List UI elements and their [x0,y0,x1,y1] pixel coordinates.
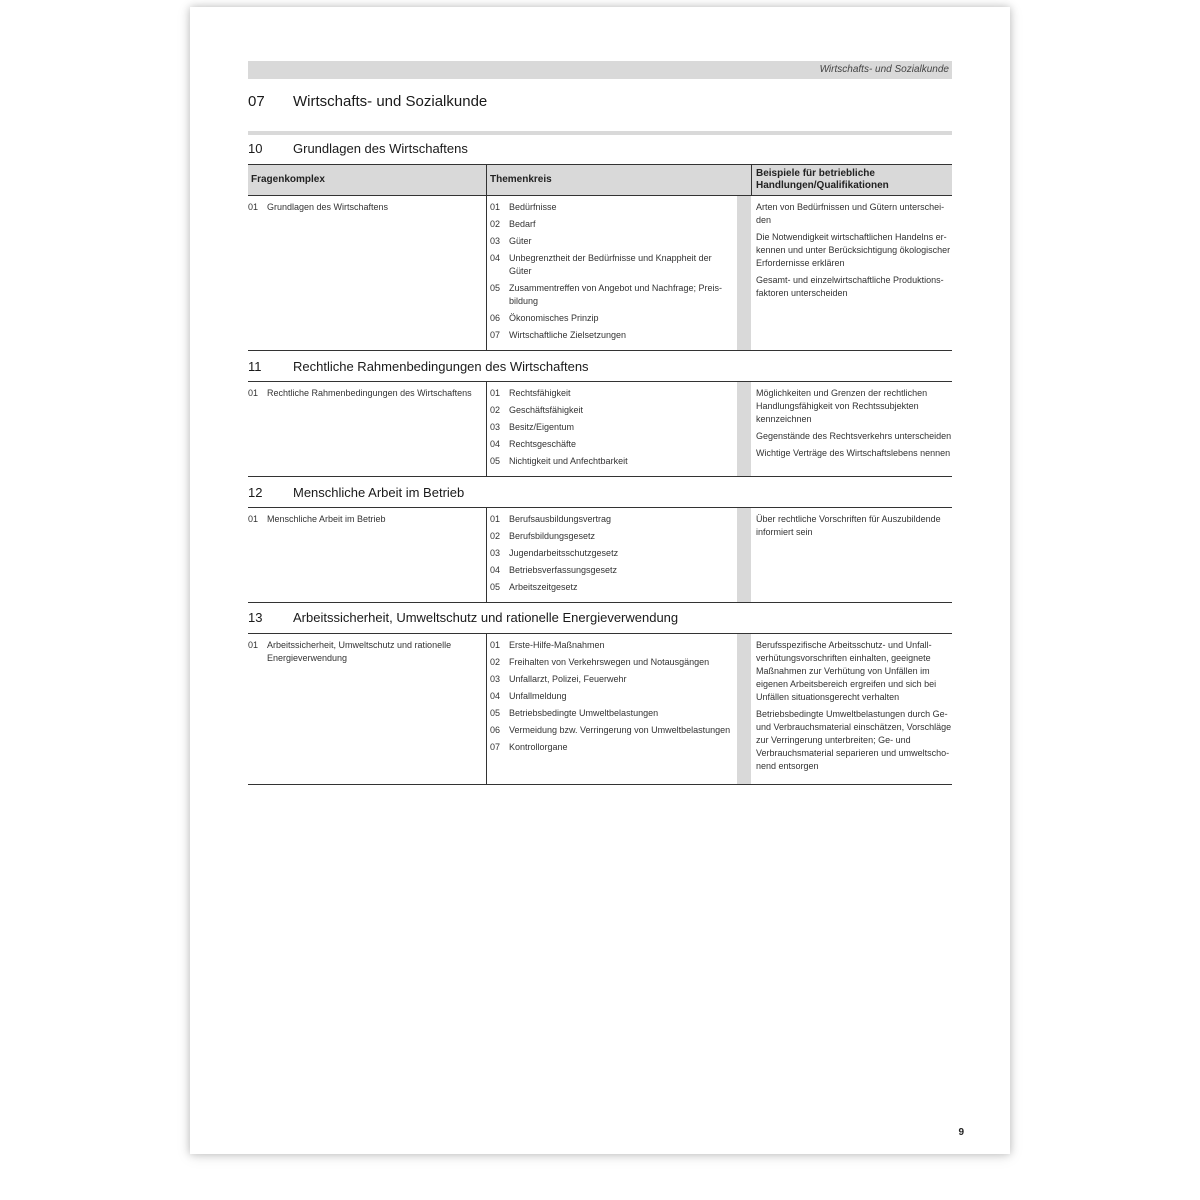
topic-number: 06 [490,313,501,323]
beispiele-cell [756,387,952,464]
table-rule [248,602,952,603]
example-text: Wichtige Verträge des Wirtschaftslebens nennen [756,448,951,458]
column-divider [486,633,487,784]
topic-text: Besitz/Eigentum [509,422,575,432]
complex-number: 01 [248,640,259,650]
topic-number: 02 [490,657,501,667]
fragenkomplex-cell [248,513,483,530]
section-heading [248,141,952,156]
topic-item [490,282,734,308]
topic-text: Rechtsfähigkeit [509,388,571,398]
section-number: 13 [248,610,263,625]
topic-item [490,673,734,686]
table-rule [248,507,952,508]
topic-item [490,639,734,652]
topic-item [490,530,734,543]
header-beispiele-line2: Handlungen/Qualifikationen [756,180,889,191]
topic-item [490,438,734,451]
topic-text: Betriebsbedingte Umweltbelastungen [509,708,659,718]
table-rule [248,633,952,634]
column-divider [486,381,487,476]
example-text: Arten von Bedürfnissen und Gütern unterscheiden [756,202,945,225]
topic-number: 04 [490,253,501,263]
topic-text: Berufsausbildungsvertrag [509,514,612,524]
topic-number: 03 [490,236,501,246]
example-text: Berufsspezifische Arbeitsschutz- und Unfallverhütungsvorschriften einhalten, geeignete Maßnahmen zur Verhütung von Unfällen im eigenen Arbeitsbereich ergreifen und sich bei Unfällen situationsgerecht verhalten [756,640,937,702]
column-divider [751,164,752,195]
fragenkomplex-cell [248,201,483,218]
topic-text: Wirtschaftliche Zielsetzungen [509,330,627,340]
topic-text: Ökonomisches Prinzip [509,313,599,323]
section-number: 10 [248,141,263,156]
table-rule [248,350,952,351]
topic-item [490,656,734,669]
complex-number: 01 [248,202,259,212]
topic-number: 05 [490,283,501,293]
topic-text: Bedarf [509,219,536,229]
themenkreis-cell [490,513,734,598]
shaded-column-bar [737,196,751,350]
section-heading [248,485,952,500]
example-text: Die Notwendigkeit wirtschaftlichen Handelns erkennen und unter Berücksichtigung ökologischer Erfordernisse erklären [756,232,951,268]
complex-number: 01 [248,514,259,524]
themenkreis-cell [490,201,734,346]
complex-number: 01 [248,388,259,398]
header-themenkreis: Themenkreis [490,174,552,185]
topic-text: Jugendarbeitsschutzgesetz [509,548,619,558]
topic-item [490,724,734,737]
complex-text: Menschliche Arbeit im Betrieb [267,514,386,524]
topic-number: 04 [490,565,501,575]
beispiele-cell [756,201,952,304]
complex-text: Grundlagen des Wirtschaftens [267,202,389,212]
topic-number: 02 [490,531,501,541]
topic-number: 07 [490,330,501,340]
topic-number: 06 [490,725,501,735]
section-title: Grundlagen des Wirtschaftens [293,141,468,156]
table-rule [248,164,952,165]
topic-number: 02 [490,219,501,229]
chapter-heading [248,93,952,110]
table-rule [248,195,952,196]
topic-text: Arbeitszeitgesetz [509,582,578,592]
themenkreis-cell [490,387,734,472]
topic-number: 04 [490,439,501,449]
topic-text: Freihalten von Verkehrswegen und Notausgängen [509,657,710,667]
topic-number: 07 [490,742,501,752]
header-beispiele [756,168,889,192]
section-title: Menschliche Arbeit im Betrieb [293,485,465,500]
topic-item [490,564,734,577]
table-rule [248,784,952,785]
topic-number: 01 [490,202,501,212]
topic-item [490,235,734,248]
topic-number: 01 [490,514,501,524]
section-number: 11 [248,359,262,374]
fragenkomplex-cell [248,387,483,404]
header-fragenkomplex: Fragenkomplex [251,174,325,185]
section-heading [248,610,952,625]
topic-text: Rechtsgeschäfte [509,439,577,449]
beispiele-cell [756,639,952,777]
topic-number: 03 [490,422,501,432]
table-rule [248,476,952,477]
topic-item [490,690,734,703]
topic-text: Vermeidung bzw. Verringerung von Umweltbelastungen [509,725,731,735]
chapter-number: 07 [248,93,265,110]
topic-text: Nichtigkeit und Anfechtbarkeit [509,456,628,466]
topic-item [490,329,734,342]
topic-text: Bedürfnisse [509,202,557,212]
topic-item [490,513,734,526]
topic-number: 05 [490,708,501,718]
topic-text: Betriebsverfassungsgesetz [509,565,618,575]
themenkreis-cell [490,639,734,758]
example-text: Gegenstände des Rechtsverkehrs unterscheiden [756,431,952,441]
shaded-column-bar [737,634,751,784]
section-title: Rechtliche Rahmenbedingungen des Wirtschaftens [293,359,589,374]
chapter-rule [248,131,952,135]
topic-item [490,218,734,231]
topic-text: Unfallarzt, Polizei, Feuerwehr [509,674,627,684]
topic-text: Geschäftsfähigkeit [509,405,584,415]
column-divider [486,507,487,602]
shaded-column-bar [737,508,751,602]
topic-item [490,581,734,594]
topic-number: 04 [490,691,501,701]
topic-item [490,201,734,214]
topic-text: Berufsbildungsgesetz [509,531,596,541]
section-title: Arbeitssicherheit, Umweltschutz und rationelle Energieverwendung [293,610,679,625]
topic-item [490,421,734,434]
column-divider [486,164,487,350]
section-heading [248,359,952,374]
topic-number: 05 [490,582,501,592]
topic-number: 02 [490,405,501,415]
topic-number: 01 [490,640,501,650]
table-rule [248,381,952,382]
topic-item [490,707,734,720]
fragenkomplex-cell [248,639,483,669]
complex-text: Rechtliche Rahmenbedingungen des Wirtschaftens [267,388,472,398]
topic-number: 03 [490,548,501,558]
topic-item [490,455,734,468]
topic-item [490,547,734,560]
header-beispiele-line1: Beispiele für betriebliche [756,168,875,179]
example-text: Über rechtliche Vorschriften für Auszubildende informiert sein [756,514,941,537]
shaded-column-bar [737,382,751,476]
section-number: 12 [248,485,263,500]
topic-item [490,404,734,417]
table-header [248,165,952,195]
topic-text: Güter [509,236,532,246]
topic-item [490,741,734,754]
running-head: Wirtschafts- und Sozialkunde [248,61,952,79]
chapter-title: Wirtschafts- und Sozialkunde [293,93,488,110]
topic-number: 01 [490,388,501,398]
example-text: Betriebsbedingte Umweltbelastungen durch Ge- und Verbrauchsmaterial einschätzen, Vorschläge zur Verringerung unterbreiten; Ge- und Verbrauchsmaterial separieren und umweltschonend entsorgen [756,709,952,771]
topic-text: Unbegrenztheit der Bedürfnisse und Knappheit der Güter [509,253,712,276]
beispiele-cell [756,513,952,543]
complex-text: Arbeitssicherheit, Umweltschutz und rationelle Energieverwendung [267,640,452,663]
page-number: 9 [958,1127,964,1138]
topic-item [490,252,734,278]
document-page [190,7,1010,1154]
topic-text: Zusammentreffen von Angebot und Nachfrage; Preisbildung [509,283,722,306]
example-text: Gesamt- und einzelwirtschaftliche Produktionsfaktoren unterscheiden [756,275,944,298]
topic-item [490,387,734,400]
topic-text: Kontrollorgane [509,742,568,752]
topic-number: 03 [490,674,501,684]
topic-item [490,312,734,325]
topic-text: Unfallmeldung [509,691,567,701]
topic-number: 05 [490,456,501,466]
topic-text: Erste-Hilfe-Maßnahmen [509,640,605,650]
example-text: Möglichkeiten und Grenzen der rechtlichen Handlungsfähigkeit von Rechtssubjekten kennzeichnen [756,388,928,424]
